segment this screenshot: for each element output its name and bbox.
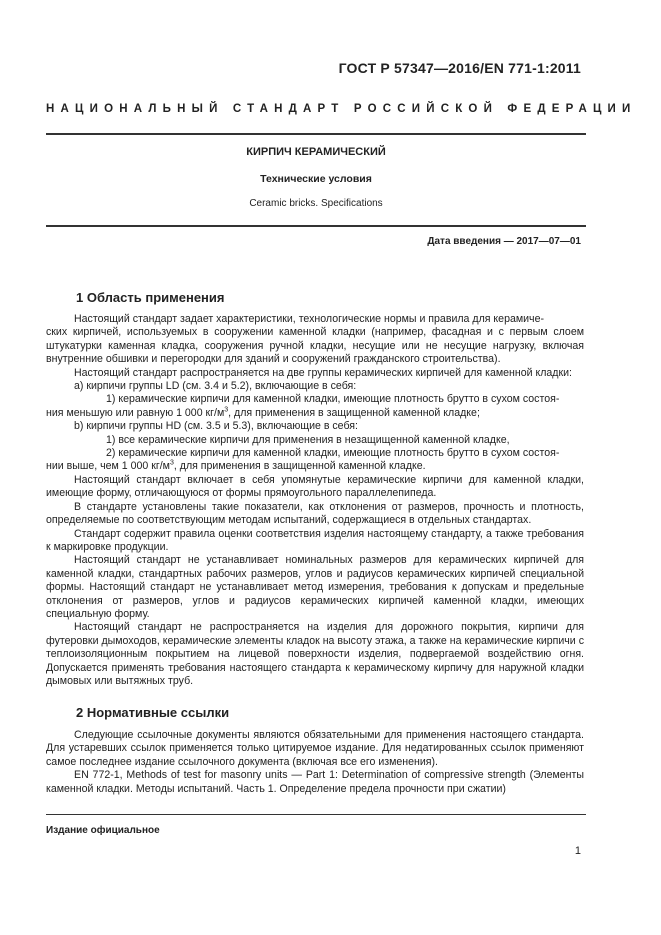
paragraph-groups: Настоящий стандарт распространяется на две группы керамических кирпичей для каменной кладки: (74, 366, 572, 379)
section-1-body (46, 313, 584, 688)
standard-code: ГОСТ Р 57347—2016/EN 771-1:2011 (338, 60, 581, 76)
page-number: 1 (574, 845, 581, 857)
document-subtitle: Технические условия (260, 173, 372, 185)
paragraph-exclusions: Настоящий стандарт не распространяется на изделия для дорожного покрытия, кирпичи для футеровки дымоходов, керамические элементы кладок на высоту этажа, а также на керамические кирпичи с теплоизоляционным покрытием на лицевой поверхности изделия, подвергаемой воздействию огня. Допускается применять требования настоящего стандарта к керамическому кирпичу для наружной кладки дымовых или вытяжных труб. (46, 621, 584, 687)
list-item-b1: 1) все керамические кирпичи для применения в незащищенной каменной кладке, (106, 433, 510, 446)
paragraph-dimensions: Настоящий стандарт не устанавливает номинальных размеров для керамических кирпичей для каменной кладки, стандартных рабочих размеров, углов и радиусов керамических кирпичей специальной формы. Настоящий стандарт не устанавливает метод измерения, требования к допускам и предельные отклонения от размеров, углов и радиусов керамических кирпичей каменной кладки, имеющих специальную форму. (46, 554, 584, 620)
list-item-b: b) кирпичи группы HD (см. 3.5 и 5.3), включающие в себя: (74, 420, 358, 433)
section-2-heading: 2 Нормативные ссылки (76, 705, 230, 720)
paragraph-scope-rest: ских кирпичей, используемых в сооружении каменной кладки (например, фасадная и с первым слоем штукатурки каменная кладка, сооружения ручной кладки, несущие или не несущие нагрузку, включая внутренние обшивки и перегородки для зданий и сооружений гражданского строительства). (46, 326, 584, 366)
list-item-a: a) кирпичи группы LD (см. 3.4 и 5.2), включающие в себя: (74, 380, 357, 393)
official-edition-note: Издание официальное (46, 825, 160, 836)
paragraph-scope-line1: Настоящий стандарт задает характеристики, технологические нормы и правила для керамиче- (74, 313, 544, 325)
document-title-english: Ceramic bricks. Specifications (249, 198, 383, 209)
section-1-heading: 1 Область применения (76, 290, 225, 305)
document-title: КИРПИЧ КЕРАМИЧЕСКИЙ (246, 146, 386, 158)
list-item-b2-line2: нии выше, чем 1 000 $кг/м^3$, для применения в защищенной каменной кладке. (46, 459, 426, 473)
paragraph-indicators: В стандарте установлены такие показатели, как отклонения от размеров, прочность и плотность, определяемые по соответствующим методам испытаний, содержащиеся в отдельных стандартах. (46, 500, 584, 527)
divider-top (46, 133, 586, 135)
effective-date: Дата введения — 2017—07—01 (427, 236, 581, 247)
list-item-b2-line1: 2) керамические кирпичи для каменной кладки, имеющие плотность брутто в сухом состоя- (106, 447, 560, 460)
national-standard-heading: НАЦИОНАЛЬНЫЙ СТАНДАРТ РОССИЙСКОЙ ФЕДЕРАЦИИ (46, 103, 637, 115)
list-item-a1-line2: ния меньшую или равную 1 000 $кг/м^3$, для применения в защищенной каменной кладке; (46, 406, 480, 419)
list-item-a1-line1: 1) керамические кирпичи для каменной кладки, имеющие плотность брутто в сухом состоя- (106, 393, 560, 406)
divider-footer (46, 814, 586, 815)
paragraph-references: Следующие ссылочные документы являются обязательными для применения настоящего стандарта. Для устаревших ссылок применяется только цитируемое издание. Для недатированных ссылок применяют самое последнее издание ссылочного документа (включая все его изменения). (46, 729, 584, 768)
paragraph-en-772-1: EN 772-1, Methods of test for masonry units — Part 1: Determination of compressive strength (Элементы каменной кладки. Методы испытаний. Часть 1. Определение предела прочности при сжатии) (46, 769, 584, 795)
divider-title (46, 225, 586, 227)
paragraph-shape: Настоящий стандарт включает в себя упомянутые керамические кирпичи для каменной кладки, имеющие форму, отличающуюся от формы прямоугольного параллелепипеда. (46, 473, 584, 500)
paragraph-conformity: Стандарт содержит правила оценки соответствия изделия настоящему стандарту, а также требования к маркировке продукции. (46, 527, 584, 553)
section-2-body (46, 729, 584, 796)
